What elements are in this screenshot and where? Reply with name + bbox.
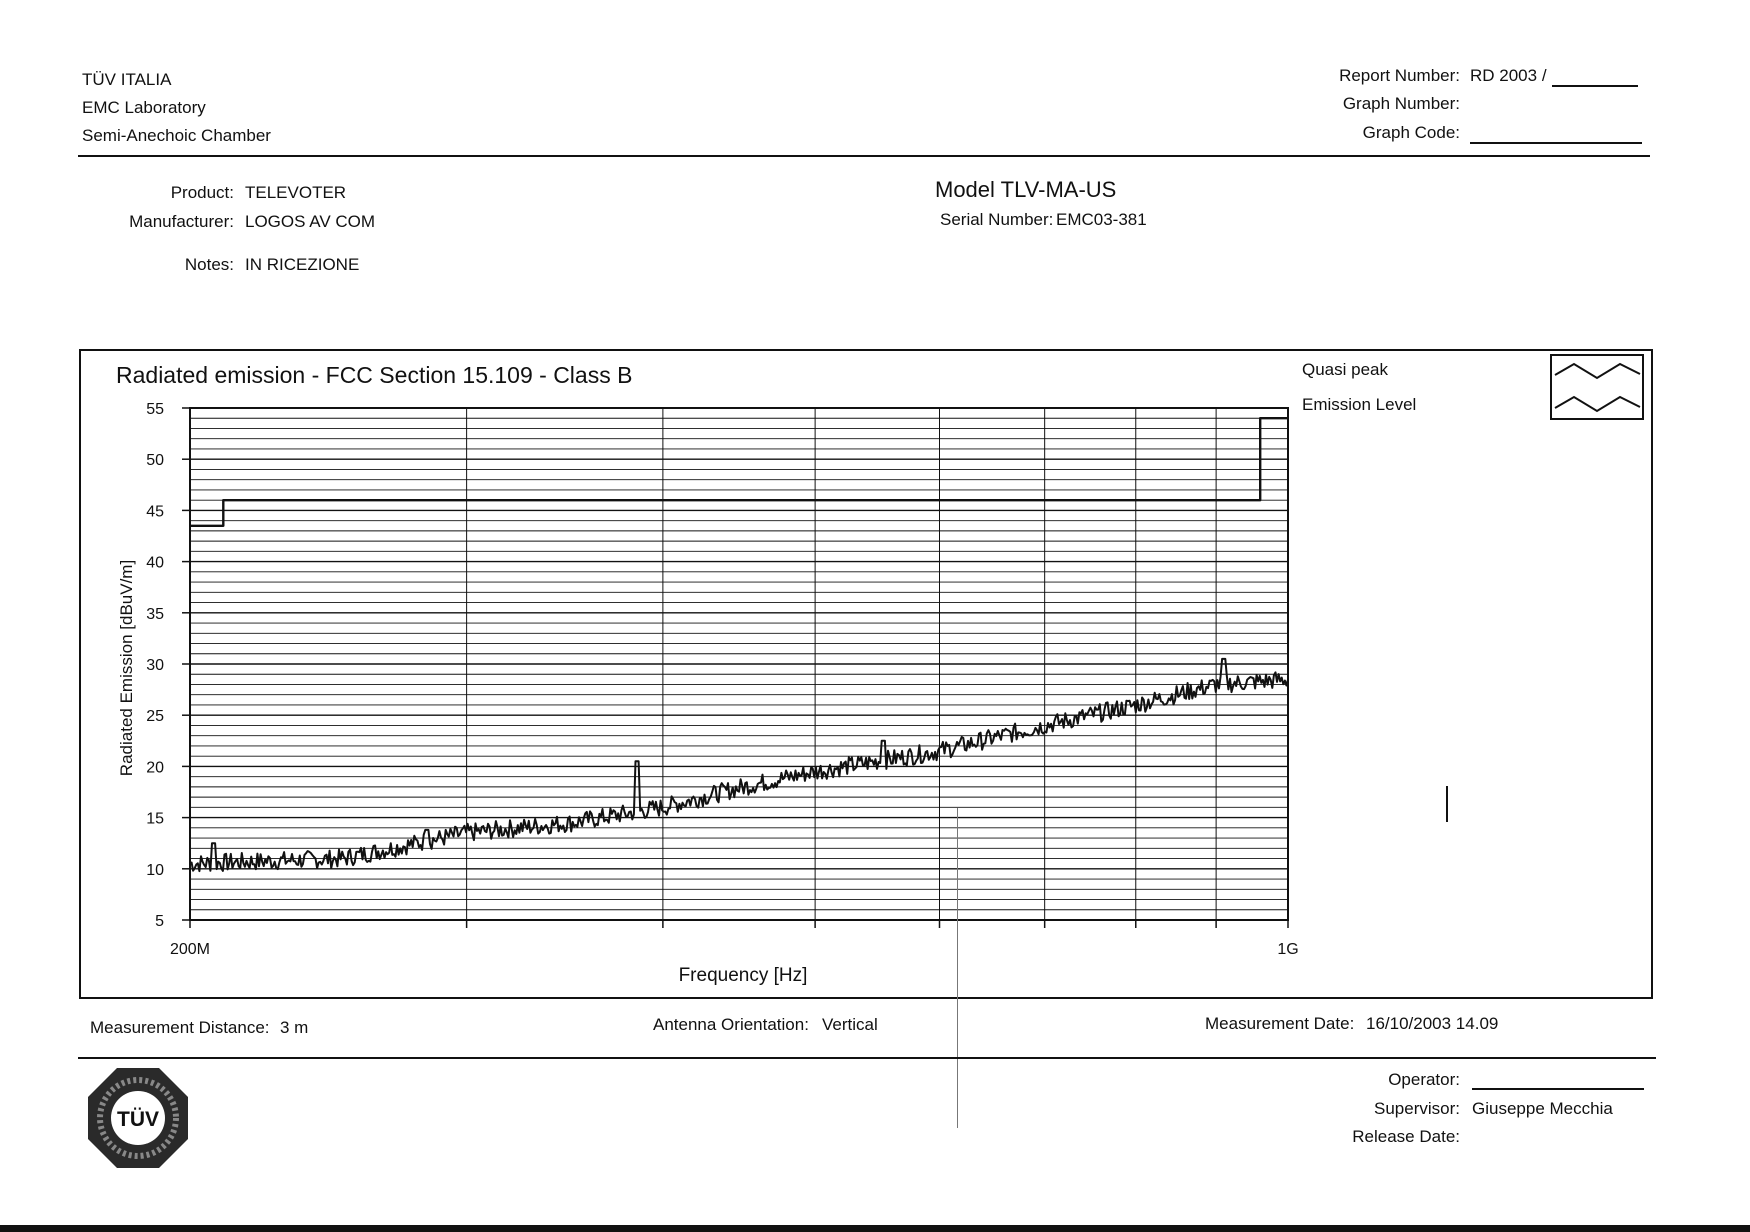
product-value: TELEVOTER xyxy=(245,183,347,202)
org-line-3: Semi-Anechoic Chamber xyxy=(82,126,271,145)
x-tick-label: 200M xyxy=(169,941,211,958)
series-line-emission-level xyxy=(190,659,1288,871)
operator-label: Operator: xyxy=(1388,1070,1460,1089)
y-tick-label: 5 xyxy=(155,913,164,930)
y-axis-ticks xyxy=(146,401,190,930)
operator-blank xyxy=(1472,1088,1644,1090)
antenna-value: Vertical xyxy=(822,1015,878,1034)
series-line-quasi-peak xyxy=(190,418,1288,526)
y-tick-label: 40 xyxy=(146,554,164,572)
y-tick-label: 55 xyxy=(146,401,164,418)
report-number-value: RD 2003 / xyxy=(1470,66,1547,85)
chart-legend xyxy=(1302,355,1643,419)
legend-label-quasi-peak: Quasi peak xyxy=(1302,360,1388,379)
org-line-1: TÜV ITALIA xyxy=(82,70,172,89)
y-tick-label: 15 xyxy=(146,810,164,828)
chart-grid xyxy=(190,408,1288,920)
legend-swatch-quasi-peak xyxy=(1555,364,1640,378)
legend-swatch-emission-level xyxy=(1555,397,1640,411)
y-tick-label: 25 xyxy=(146,708,164,726)
legend-label-emission-level: Emission Level xyxy=(1302,395,1417,414)
date-value: 16/10/2003 14.09 xyxy=(1366,1014,1499,1033)
distance-value: 3 m xyxy=(280,1018,309,1037)
serial-value: EMC03-381 xyxy=(1056,210,1147,229)
antenna-label: Antenna Orientation: xyxy=(653,1015,809,1034)
supervisor-label: Supervisor: xyxy=(1374,1099,1460,1118)
graph-code-label: Graph Code: xyxy=(1362,123,1460,142)
report-number-label: Report Number: xyxy=(1339,66,1460,85)
scan-artifact-mark xyxy=(1446,786,1448,822)
y-axis-label: Radiated Emission [dBuV/m] xyxy=(117,559,136,777)
footer-divider xyxy=(78,1057,1656,1059)
org-line-2: EMC Laboratory xyxy=(82,98,206,117)
y-tick-label: 10 xyxy=(146,861,164,879)
x-tick-label: 1G xyxy=(1277,941,1299,958)
y-tick-label: 35 xyxy=(146,605,164,623)
notes-value: IN RICEZIONE xyxy=(245,255,360,274)
date-label: Measurement Date: xyxy=(1205,1014,1355,1033)
release-date-label: Release Date: xyxy=(1352,1127,1460,1146)
serial-label: Serial Number: xyxy=(940,210,1054,229)
y-tick-label: 50 xyxy=(146,452,164,470)
supervisor-value: Giuseppe Mecchia xyxy=(1472,1099,1613,1118)
x-axis-ticks xyxy=(170,920,1299,958)
y-tick-label: 20 xyxy=(146,759,164,777)
x-axis-label: Frequency [Hz] xyxy=(678,965,808,986)
manufacturer-label: Manufacturer: xyxy=(129,212,234,231)
product-label: Product: xyxy=(170,183,234,202)
graph-number-label: Graph Number: xyxy=(1342,94,1460,113)
tuv-logo-text: TÜV xyxy=(117,1108,159,1131)
legend-swatch-box xyxy=(1551,355,1643,419)
scan-artifact-line xyxy=(957,808,958,1128)
page-bottom-edge xyxy=(0,1225,1750,1232)
notes-label: Notes: xyxy=(184,255,234,274)
model-title: Model TLV-MA-US xyxy=(935,177,1117,202)
distance-label: Measurement Distance: xyxy=(90,1018,270,1037)
y-tick-label: 45 xyxy=(146,503,164,521)
manufacturer-value: LOGOS AV COM xyxy=(245,212,376,231)
tuv-logo xyxy=(86,1066,190,1170)
chart-series xyxy=(190,418,1288,871)
y-tick-label: 30 xyxy=(146,657,164,674)
chart-title: Radiated emission - FCC Section 15.109 - Class B xyxy=(116,362,633,388)
